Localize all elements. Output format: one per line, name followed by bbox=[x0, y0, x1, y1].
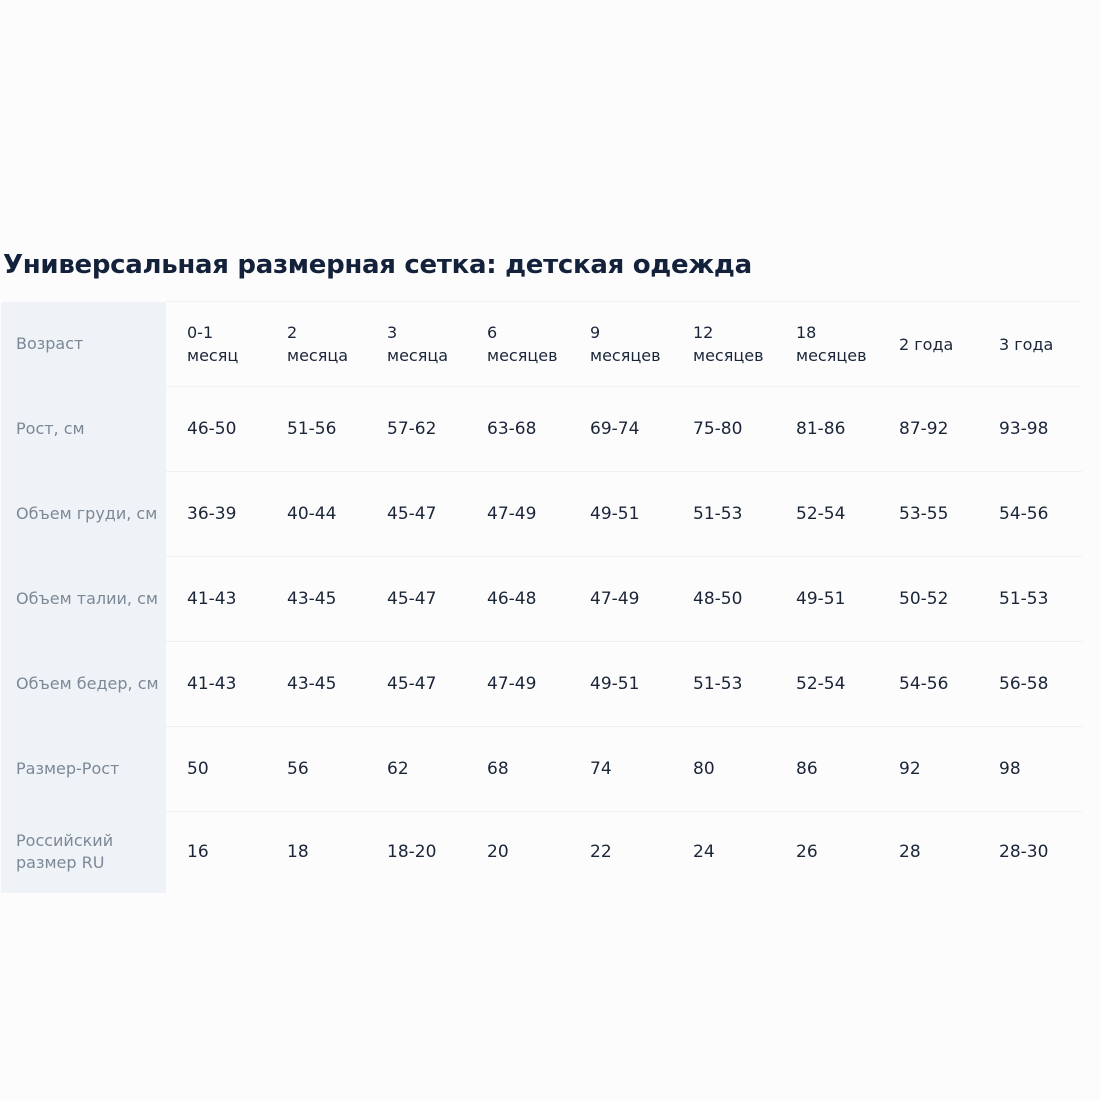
table-cell: 51-53 bbox=[672, 642, 775, 727]
table-cell: 41-43 bbox=[166, 642, 266, 727]
table-cell: 52-54 bbox=[775, 642, 878, 727]
table-cell: 16 bbox=[166, 812, 266, 893]
table-cell: 26 bbox=[775, 812, 878, 893]
table-row-waist bbox=[1, 557, 1082, 642]
table-cell: 92 bbox=[878, 727, 978, 812]
table-cell: 43-45 bbox=[266, 642, 366, 727]
age-cell: 3 года bbox=[978, 302, 1082, 387]
table-cell: 45-47 bbox=[366, 472, 466, 557]
table-body bbox=[1, 387, 1082, 893]
row-label-chest: Объем груди, см bbox=[1, 472, 166, 557]
table-cell: 28 bbox=[878, 812, 978, 893]
table-cell: 52-54 bbox=[775, 472, 878, 557]
table-row-hips bbox=[1, 642, 1082, 727]
table-cell: 49-51 bbox=[775, 557, 878, 642]
table-cell: 80 bbox=[672, 727, 775, 812]
table-cell: 48-50 bbox=[672, 557, 775, 642]
table-cell: 53-55 bbox=[878, 472, 978, 557]
table-row-size-height bbox=[1, 727, 1082, 812]
table-cell: 54-56 bbox=[978, 472, 1082, 557]
row-label-height: Рост, см bbox=[1, 387, 166, 472]
table-cell: 46-50 bbox=[166, 387, 266, 472]
table-cell: 49-51 bbox=[569, 472, 672, 557]
age-cell: 0-1 месяц bbox=[166, 302, 266, 387]
table-cell: 56 bbox=[266, 727, 366, 812]
age-cell: 2 месяца bbox=[266, 302, 366, 387]
table-cell: 49-51 bbox=[569, 642, 672, 727]
table-cell: 47-49 bbox=[569, 557, 672, 642]
row-label-age: Возраст bbox=[1, 302, 166, 387]
table-cell: 62 bbox=[366, 727, 466, 812]
age-cell: 12 месяцев bbox=[672, 302, 775, 387]
table-cell: 18-20 bbox=[366, 812, 466, 893]
table-cell: 54-56 bbox=[878, 642, 978, 727]
table-cell: 69-74 bbox=[569, 387, 672, 472]
table-cell: 86 bbox=[775, 727, 878, 812]
table-cell: 50 bbox=[166, 727, 266, 812]
row-label-waist: Объем талии, см bbox=[1, 557, 166, 642]
table-cell: 98 bbox=[978, 727, 1082, 812]
table-cell: 43-45 bbox=[266, 557, 366, 642]
table-cell: 81-86 bbox=[775, 387, 878, 472]
table-cell: 41-43 bbox=[166, 557, 266, 642]
table-cell: 22 bbox=[569, 812, 672, 893]
age-cell: 2 года bbox=[878, 302, 978, 387]
table-row-chest bbox=[1, 472, 1082, 557]
table-cell: 74 bbox=[569, 727, 672, 812]
table-cell: 45-47 bbox=[366, 557, 466, 642]
table-cell: 28-30 bbox=[978, 812, 1082, 893]
table-row-height bbox=[1, 387, 1082, 472]
table-cell: 36-39 bbox=[166, 472, 266, 557]
table-cell: 93-98 bbox=[978, 387, 1082, 472]
table-cell: 51-56 bbox=[266, 387, 366, 472]
page-title: Универсальная размерная сетка: детская одежда bbox=[3, 250, 752, 280]
table-cell: 87-92 bbox=[878, 387, 978, 472]
row-label-russian-size: Российский размер RU bbox=[1, 812, 166, 893]
age-cell: 18 месяцев bbox=[775, 302, 878, 387]
table-cell: 18 bbox=[266, 812, 366, 893]
table-cell: 51-53 bbox=[978, 557, 1082, 642]
table-cell: 50-52 bbox=[878, 557, 978, 642]
table-cell: 75-80 bbox=[672, 387, 775, 472]
table-cell: 40-44 bbox=[266, 472, 366, 557]
table-cell: 45-47 bbox=[366, 642, 466, 727]
age-cell: 3 месяца bbox=[366, 302, 466, 387]
table-cell: 68 bbox=[466, 727, 569, 812]
age-cell: 6 месяцев bbox=[466, 302, 569, 387]
table-cell: 47-49 bbox=[466, 642, 569, 727]
table-cell: 51-53 bbox=[672, 472, 775, 557]
table-cell: 57-62 bbox=[366, 387, 466, 472]
row-label-size-height: Размер-Рост bbox=[1, 727, 166, 812]
table-row-age bbox=[1, 302, 1082, 387]
table-cell: 56-58 bbox=[978, 642, 1082, 727]
table-cell: 24 bbox=[672, 812, 775, 893]
table-cell: 46-48 bbox=[466, 557, 569, 642]
row-label-hips: Объем бедер, см bbox=[1, 642, 166, 727]
table-cell: 47-49 bbox=[466, 472, 569, 557]
age-cell: 9 месяцев bbox=[569, 302, 672, 387]
table-row-russian-size bbox=[1, 812, 1082, 893]
table-cell: 63-68 bbox=[466, 387, 569, 472]
size-chart-table bbox=[1, 301, 1082, 893]
table-cell: 20 bbox=[466, 812, 569, 893]
